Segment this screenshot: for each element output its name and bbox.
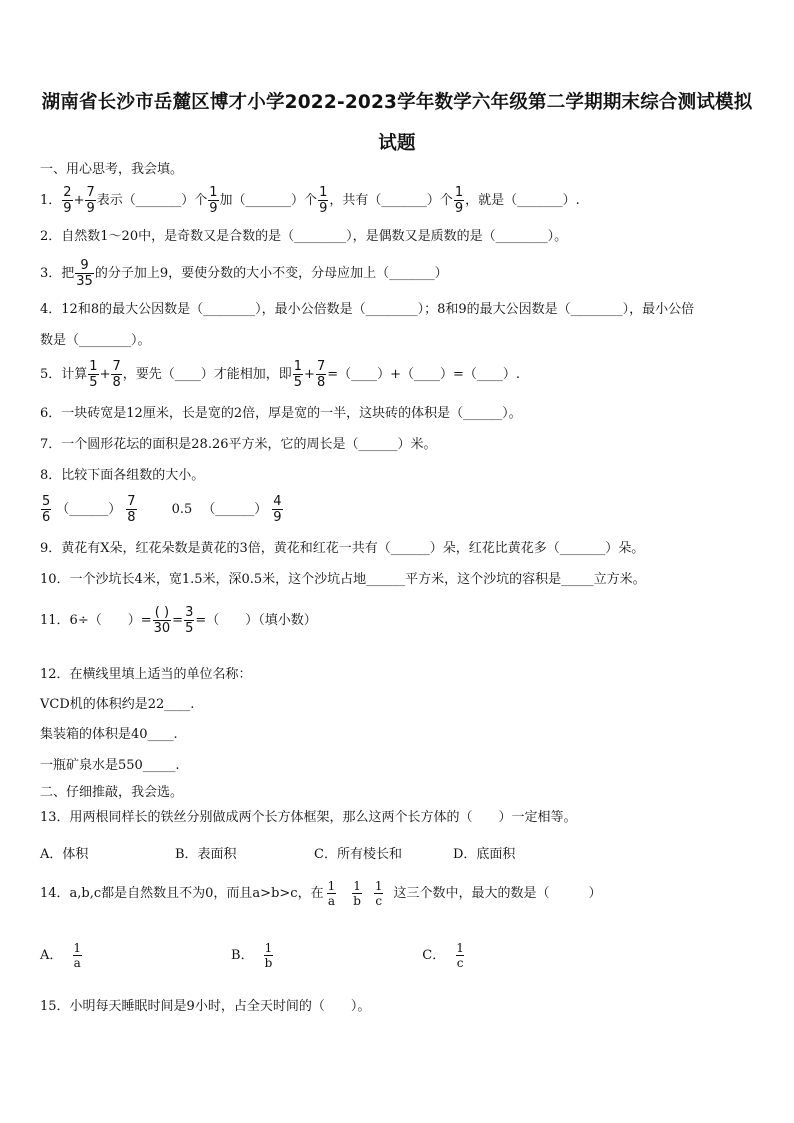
- fraction: $\frac{2}{9}$: [63, 185, 72, 216]
- question-5: [40, 360, 764, 389]
- option-b[interactable]: B．表面积: [175, 847, 237, 862]
- fraction: $\frac{1}{a}$: [327, 879, 336, 908]
- plus-sign: +: [99, 366, 111, 382]
- fraction: $\frac{1}{9}$: [209, 185, 218, 216]
- option-c[interactable]: C．所有棱长和: [314, 847, 402, 862]
- question-3: [40, 259, 764, 288]
- question-9: 9．黄花有X朵，红花朵数是黄花的3倍，黄花和红花一共有（______）朵，红花比黄花多（_______）朵。: [40, 541, 645, 556]
- section-2-heading: 二、仔细推敲，我会选。: [40, 785, 184, 800]
- question-15: 15．小明每天睡眠时间是9小时，占全天时间的（ ）。: [40, 999, 371, 1014]
- option-a[interactable]: [40, 942, 83, 969]
- question-12-a: VCD机的体积约是22____.: [40, 697, 195, 712]
- fraction: $\frac{7}{8}$: [127, 494, 136, 525]
- option-d[interactable]: D．底面积: [453, 847, 516, 862]
- fraction: $\frac{3}{5}$: [185, 605, 194, 636]
- fraction: $\frac{9}{35}$: [76, 258, 93, 289]
- fraction: $\frac{1}{9}$: [319, 185, 328, 216]
- question-14-options: [40, 942, 764, 969]
- question-7: 7．一个圆形花坛的面积是28.26平方米，它的周长是（______）米。: [40, 437, 437, 452]
- document-title-line2: 试题: [378, 133, 416, 154]
- comparison-blank: （______）: [202, 501, 268, 517]
- plus-sign: +: [73, 192, 85, 208]
- fraction: $\frac{7}{8}$: [112, 359, 121, 390]
- question-12: 12．在横线里填上适当的单位名称：: [40, 667, 252, 682]
- comparison-blank: （______）: [56, 501, 122, 517]
- option-label: C．: [422, 947, 446, 963]
- question-12-c: 一瓶矿泉水是550_____.: [40, 758, 180, 773]
- question-11: [40, 606, 764, 635]
- question-text: ，要先（____）才能相加，即: [122, 366, 292, 382]
- fraction: $\frac{7}{9}$: [86, 185, 95, 216]
- question-text: 5．计算: [40, 366, 88, 382]
- equals-sign: =: [172, 612, 184, 628]
- option-c[interactable]: [422, 942, 466, 969]
- fraction: $\frac{1}{b}$: [353, 879, 361, 908]
- question-text: 表示（_______）个: [96, 192, 208, 208]
- plus-sign: +: [304, 366, 315, 382]
- question-text: =（ ）（填小数）: [195, 612, 317, 628]
- document-title-line1: 湖南省长沙市岳麓区博才小学2022-2023学年数学六年级第二学期期末综合测试模拟: [41, 92, 753, 113]
- question-2: 2．自然数1～20中，是奇数又是合数的是（________），是偶数又是质数的是（________）。: [40, 229, 568, 244]
- option-label: B．: [231, 947, 254, 963]
- decimal-value: 0.5: [171, 501, 193, 517]
- option-label: A．: [40, 947, 63, 963]
- fraction: $\frac{1}{c}$: [456, 941, 464, 970]
- question-text: =（____）+（____）=（____）.: [327, 366, 521, 382]
- question-text: 14．a,b,c都是自然数且不为0，而且a>b>c，在: [40, 885, 324, 901]
- fraction: $\frac{1}{5}$: [293, 359, 303, 390]
- question-text: ，就是（_______）.: [465, 192, 580, 208]
- question-8-comparisons: [40, 495, 764, 524]
- question-4-line1: 4．12和8的最大公因数是（________），最小公倍数是（________）；8和9的最大公因数是（________），最小公倍: [40, 302, 695, 317]
- question-8: 8．比较下面各组数的大小。: [40, 468, 205, 483]
- question-number: 1．: [40, 192, 62, 208]
- fraction: $\frac{( )}{30}$: [153, 605, 171, 636]
- question-text: ，共有（_______）个: [329, 192, 453, 208]
- fraction: $\frac{1}{a}$: [73, 941, 82, 970]
- section-1-heading: 一、用心思考，我会填。: [40, 162, 184, 177]
- fraction: $\frac{1}{c}$: [374, 879, 383, 908]
- question-13: 13．用两根同样长的铁丝分别做成两个长方体框架，那么这两个长方体的（ ）一定相等。: [40, 810, 577, 825]
- question-6: 6．一块砖宽是12厘米，长是宽的2倍，厚是宽的一半，这块砖的体积是（______）。: [40, 406, 522, 421]
- fraction: $\frac{5}{6}$: [42, 494, 51, 525]
- question-14: [40, 880, 764, 907]
- question-10: 10．一个沙坑长4米，宽1.5米，深0.5米，这个沙坑占地______平方米，这个沙坑的容积是_____立方米。: [40, 572, 646, 587]
- option-a[interactable]: A．体积: [40, 847, 89, 862]
- question-text: 3．把: [40, 265, 75, 281]
- question-text: 加（_______）个: [219, 192, 318, 208]
- fraction: $\frac{1}{9}$: [454, 185, 464, 216]
- question-text: 这三个数中，最大的数是（ ）: [393, 885, 602, 901]
- question-12-b: 集装箱的体积是40____.: [40, 727, 178, 742]
- fraction: $\frac{1}{5}$: [89, 359, 98, 390]
- question-text: 的分子加上9，要使分数的大小不变，分母应加上（_______）: [94, 265, 448, 281]
- question-text: 11．6÷（ ）=: [40, 612, 152, 628]
- fraction: $\frac{4}{9}$: [273, 494, 282, 525]
- option-b[interactable]: [231, 942, 274, 969]
- fraction: $\frac{7}{8}$: [316, 359, 326, 390]
- fraction: $\frac{1}{b}$: [264, 941, 273, 970]
- question-4-line2: 数是（________）。: [40, 333, 151, 348]
- question-1: [40, 186, 764, 215]
